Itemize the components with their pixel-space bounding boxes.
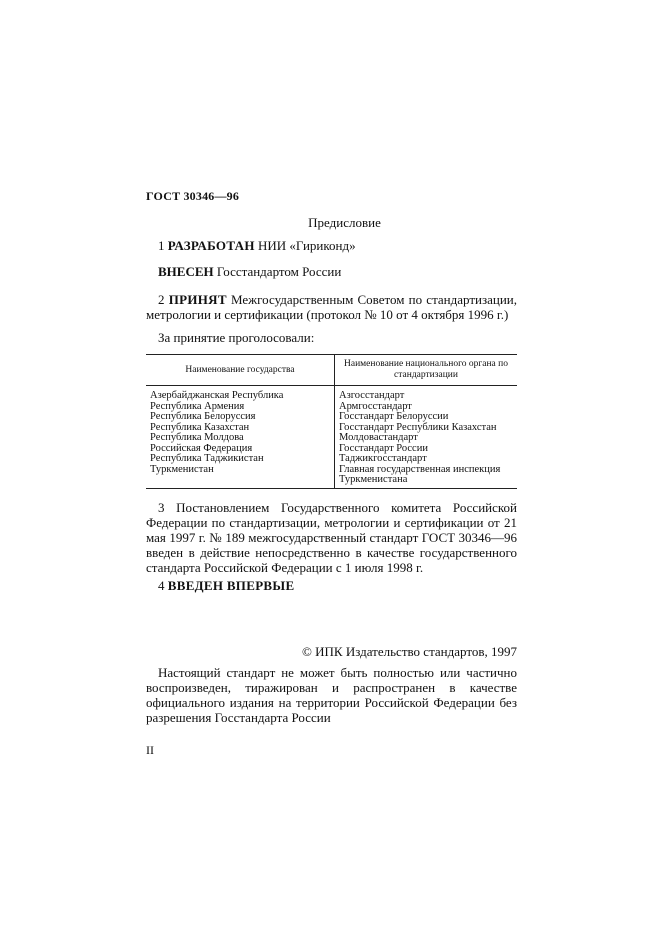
column-header-state: Наименование государства [146,355,335,386]
item-keyword: ВНЕСЕН [158,264,214,279]
item-number: 1 [158,238,165,253]
state-name: Республика Молдова [150,432,244,443]
item-keyword: ПРИНЯТ [168,292,227,307]
item-number: 2 [158,292,165,307]
body-name: Азгосстандарт [339,390,405,401]
body-name: Армгосстандарт [339,400,412,412]
voting-table [146,354,517,489]
table-row [146,386,517,489]
state-name: Туркменистан [150,463,214,475]
item-developed [158,238,356,254]
bodies-cell [335,386,518,489]
state-name: Республика Белоруссия [150,411,256,422]
body-name: Госстандарт Республики Казахстан [339,421,497,433]
body-name: Госстандарт Белоруссии [339,411,449,422]
document-code: ГОСТ 30346—96 [146,189,240,203]
item-number: 4 [158,578,165,593]
state-name: Российская Федерация [150,442,253,454]
state-name: Республика Таджикистан [150,453,264,464]
voting-intro: За принятие проголосовали: [158,330,315,345]
copyright-notice: © ИПК Издательство стандартов, 1997 [302,644,517,659]
item-text: Госстандартом России [216,264,342,279]
reproduction-notice: Настоящий стандарт не может быть полностью или частично воспроизведен, тиражирован и распространен в качестве официального издания на территории Российской Федерации без разрешения Госстандарта России [146,665,517,725]
body-name: Госстандарт России [339,442,428,454]
body-name: Молдовастандарт [339,432,418,443]
body-name: Таджикгосстандарт [339,453,427,464]
column-header-body: Наименование национального органа по стандартизации [335,355,518,386]
state-name: Республика Армения [150,400,245,412]
item-enacted: 3 Постановлением Государственного комитета Российской Федерации по стандартизации, метрологии и сертификации от 21 мая 1997 г. № 189 межгосударственный стандарт ГОСТ 30346—96 введен в действие непосредственно в качестве государственного стандарта Российской Федерации с 1 июля 1998 г. [146,500,517,575]
state-name: Республика Казахстан [150,421,250,433]
item-submitted [158,264,341,280]
state-name: Азербайджанская Республика [150,390,284,401]
item-adopted [146,292,517,322]
states-cell [146,386,335,489]
section-title: Предисловие [308,215,381,230]
item-text: НИИ «Гириконд» [258,238,356,253]
item-keyword: РАЗРАБОТАН [167,238,255,253]
page-number: II [146,743,154,757]
table-header-row [146,355,517,386]
item-introduced [158,578,294,594]
item-text: Межгосударственным Советом по стандартизации, метрологии и сертификации (протокол № 10 от 4 октября 1996 г.) [146,292,518,322]
body-name: Туркменистана [339,474,408,485]
body-name: Главная государственная инспекция [339,463,501,475]
item-keyword: ВВЕДЕН ВПЕРВЫЕ [167,578,295,593]
